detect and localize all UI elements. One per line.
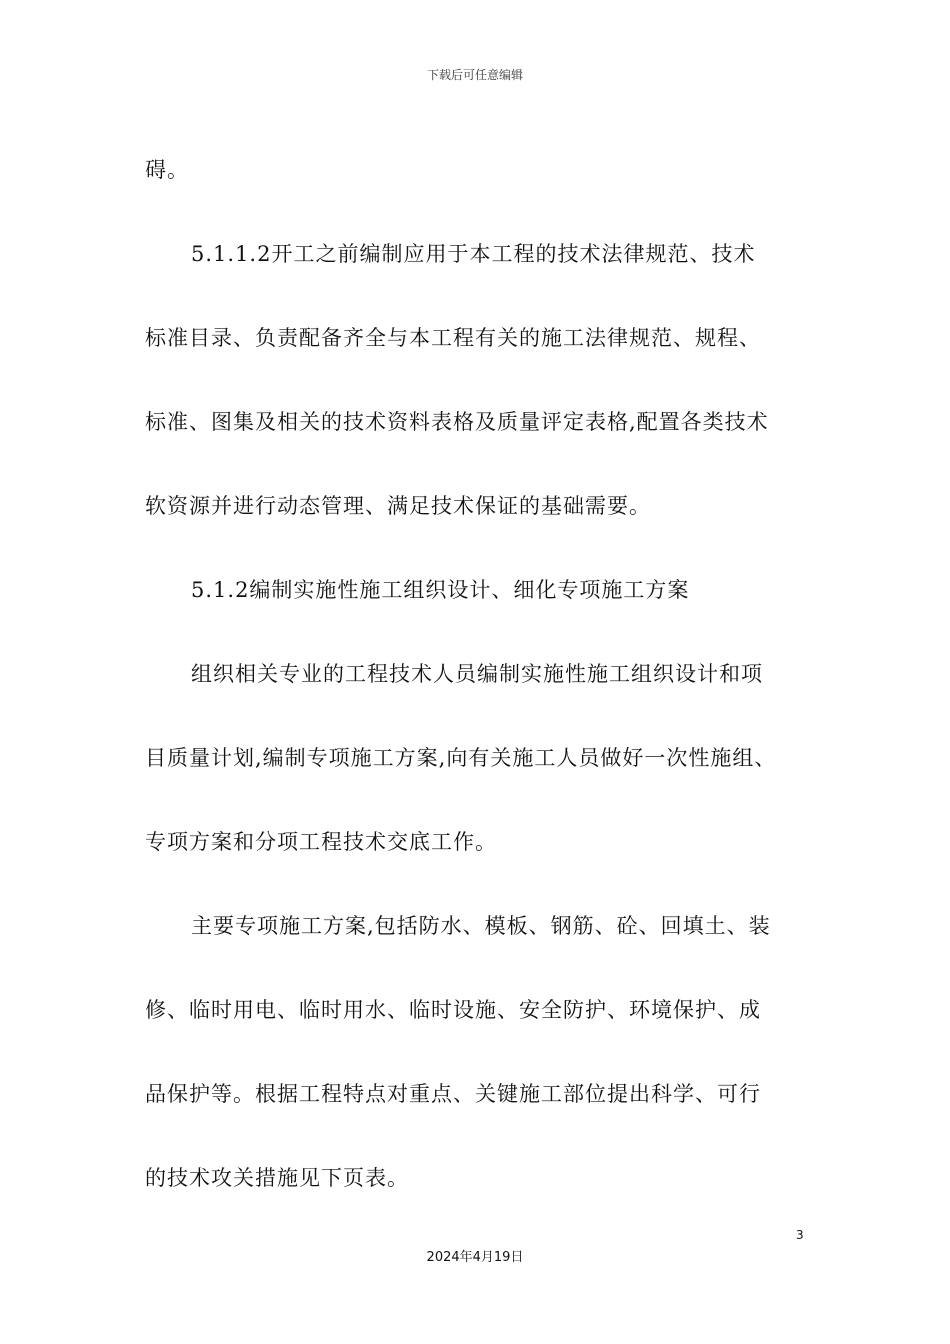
page-header: 下载后可任意编辑 xyxy=(426,68,523,82)
section-heading: 5.1.2编制实施性施工组织设计、细化专项施工方案 xyxy=(191,578,690,602)
footer-date: 2024年4月19日 xyxy=(426,1250,524,1265)
text-line: 主要专项施工方案,包括防水、模板、钢筋、砼、回填土、装 xyxy=(191,914,771,938)
text-line: 软资源并进行动态管理、满足技术保证的基础需要。 xyxy=(145,494,651,518)
text-line: 组织相关专业的工程技术人员编制实施性施工组织设计和项 xyxy=(191,662,763,686)
text-line: 标准、图集及相关的技术资料表格及质量评定表格,配置各类技术 xyxy=(145,410,769,434)
text-line: 标准目录、负责配备齐全与本工程有关的施工法律规范、规程、 xyxy=(145,326,761,350)
text-line: 碍。 xyxy=(145,158,189,182)
text-line: 修、临时用电、临时用水、临时设施、安全防护、环境保护、成 xyxy=(145,998,761,1022)
document-body xyxy=(145,128,825,1220)
page-number: 3 xyxy=(796,1228,804,1242)
text-line: 品保护等。根据工程特点对重点、关键施工部位提出科学、可行 xyxy=(145,1082,761,1106)
text-line: 的技术攻关措施见下页表。 xyxy=(145,1166,409,1190)
text-line: 目质量计划,编制专项施工方案,向有关施工人员做好一次性施组、 xyxy=(145,746,777,770)
text-line: 5.1.1.2开工之前编制应用于本工程的技术法律规范、技术 xyxy=(191,242,756,266)
text-line: 专项方案和分项工程技术交底工作。 xyxy=(145,830,497,854)
